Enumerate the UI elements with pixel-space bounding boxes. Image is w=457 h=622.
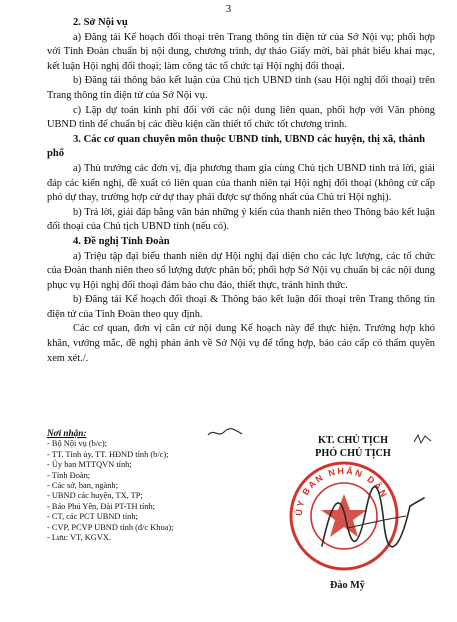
document-body [47,16,435,366]
paragraph: a) Triệu tập đại biểu thanh niên dự Hội nghị đại diện cho các lực lượng, các tổ chức của Đoàn thanh niên theo số lượng được phân bổ; phối hợp Sở Nội vụ chuẩn bị các nội dung phục vụ Hội nghị đối thoại đảm bảo chu đáo, thiết thực, tránh hình thức. [47,250,435,291]
signer-name: Đào Mỹ [330,580,365,591]
recipient-item: - Ủy ban MTTQVN tỉnh; [47,460,132,470]
handwritten-signature-icon [318,480,430,560]
paragraph: a) Thủ trưởng các đơn vị, địa phương tham gia cùng Chủ tịch UBND tỉnh trả lời, giải đáp các kiến nghị, đề xuất có liên quan của thanh niên tại Hội nghị đối thoại (không cử cấp phó dự thay, trường hợp cử dự thay phải được sự thống nhất của Chủ tri Hội nghị). [47,162,435,204]
signature-line-1: KT. CHỦ TỊCH [317,435,389,446]
recipient-item: - TT. Tỉnh ủy, TT. HĐND tỉnh (b/c); [47,449,169,459]
page-number: 3 [225,3,232,15]
recipient-item: - CT, các PCT UBND tỉnh; [47,512,138,522]
section-heading: 3. Các cơ quan chuyên môn thuộc UBND tỉnh, UBND các huyện, thị xã, thành phố [47,133,425,160]
paragraph: a) Đăng tải Kế hoạch đối thoại trên Trang thông tin điện tử của Sở Nội vụ; phối hợp với Tỉnh Đoàn chuẩn bị nội dung, chương trình, dự thảo Giấy mời, bài phát biểu khai mạc, kết luận Hội nghị đối thoại; làm công tác tổ chức tại Hội nghị đối thoại. [47,31,435,72]
closing-block [0,428,457,622]
paragraph: b) Trả lời, giải đáp bằng văn bản những ý kiến của thanh niên theo Thông báo kết luận đối thoại của Chủ tịch UBND tỉnh (nếu có). [47,206,435,233]
signature-title [278,434,428,460]
section-heading: 4. Đề nghị Tỉnh Đoàn [73,235,170,247]
paragraph: Các cơ quan, đơn vị căn cứ nội dung Kế hoạch này để thực hiện. Trường hợp khó khăn, vướng mắc, đề nghị phản ánh về Sở Nội vụ để tổng hợp, báo cáo cấp có thẩm quyền xem xét./. [47,323,435,364]
paragraph: b) Đăng tải thông báo kết luận của Chủ tịch UBND tỉnh (sau Hội nghị đối thoại) trên Trang thông tin điện tử của Sở Nội vụ. [47,75,435,101]
paragraph: b) Đăng tải Kế hoạch đối thoại & Thông báo kết luận đối thoại trên Trang thông tin điện tử của Tỉnh Đoàn theo quy định. [47,294,435,320]
signature-line-2: PHÓ CHỦ TỊCH [315,448,391,459]
recipient-item: - Bộ Nội vụ (b/c); [47,439,108,449]
recipient-item: - Báo Phú Yên, Đài PT-TH tỉnh; [47,501,156,511]
section-heading: 2. Sở Nội vụ [73,17,128,28]
recipients-list [47,428,247,543]
seal-text: ỦY BAN NHÂN DÂN [293,465,390,517]
recipient-item: - Các sở, ban, ngành; [47,481,118,491]
recipient-item: - Tỉnh Đoàn; [47,470,91,480]
initials-mark-icon [412,432,434,446]
recipients-title: Nơi nhận: [47,428,87,438]
recipient-item: - UBND các huyện, TX, TP; [47,491,143,501]
paragraph: c) Lập dự toán kinh phí đối với các nội dung liên quan, phối hợp với Văn phòng UBND tỉnh để chuẩn bị các điều kiện cần thiết tổ chức tốt chương trình. [47,104,435,131]
recipient-item: - CVP, PCVP UBND tỉnh (đ/c Khoa); [47,522,174,532]
recipient-item: - Lưu: VT, KGVX. [47,533,112,543]
